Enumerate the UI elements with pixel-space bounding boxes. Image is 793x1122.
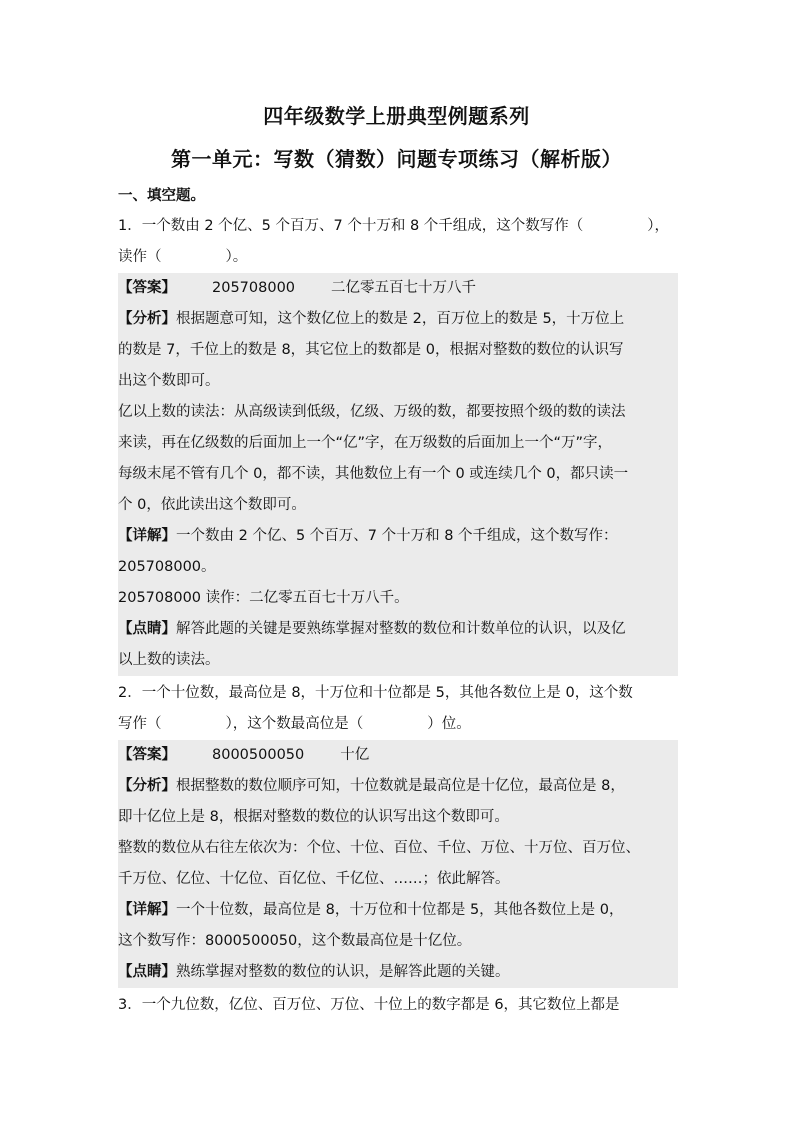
q1-answer-row	[118, 273, 678, 304]
q2-answer-row	[118, 740, 678, 771]
answer-tag: 【答案】	[118, 280, 176, 296]
q1-analysis-line-7: 个 0，依此读出这个数即可。	[118, 490, 678, 521]
q1-text-end: ），	[647, 218, 670, 234]
question-2-line-1: 2．一个十位数，最高位是 8，十万位和十位都是 5，其他各数位上是 0，这个数	[118, 685, 633, 701]
question-1-line-2	[118, 242, 678, 273]
q1-detail-line-3: 205708000 读作：二亿零五百七十万八千。	[118, 583, 678, 614]
q1-point-line-2: 以上数的读法。	[118, 645, 678, 676]
q1-text: 1．一个数由 2 个亿、5 个百万、7 个十万和 8 个千组成，这个数写作（	[118, 218, 584, 234]
analysis-text: 根据题意可知，这个数亿位上的数是 2，百万位上的数是 5，十万位上	[176, 311, 625, 327]
q2-answer-place: 十亿	[340, 747, 370, 763]
q1-analysis-line-2: 的数是 7，千位上的数是 8，其它位上的数都是 0，根据对整数的数位的认识写	[118, 335, 678, 366]
analysis-tag: 【分析】	[118, 311, 176, 327]
q2-analysis-line-2: 即十亿位上是 8，根据对整数的数位的认识写出这个数即可。	[118, 802, 678, 833]
q2-end-text: ）位。	[427, 716, 471, 732]
section-heading: 一、填空题。	[118, 188, 205, 204]
analysis-tag: 【分析】	[118, 778, 176, 794]
point-text: 解答此题的关键是要熟练掌握对整数的数位和计数单位的认识，以及亿	[176, 621, 626, 637]
question-1-line-1	[118, 211, 678, 242]
detail-text: 一个数由 2 个亿、5 个百万、7 个十万和 8 个千组成，这个数写作：	[176, 528, 618, 544]
point-text: 熟练掌握对整数的数位的认识，是解答此题的关键。	[176, 964, 510, 980]
q2-analysis-line-3: 整数的数位从右往左依次为：个位、十位、百位、千位、万位、十万位、百万位、	[118, 833, 678, 864]
q1-answer-reading: 二亿零五百七十万八千	[331, 280, 477, 296]
point-tag: 【点睛】	[118, 964, 176, 980]
answer-tag: 【答案】	[118, 747, 176, 763]
analysis-text: 根据整数的数位顺序可知，十位数就是最高位是十亿位，最高位是 8，	[176, 778, 625, 794]
q2-analysis-line-1	[118, 771, 678, 802]
q1-detail-line-2: 205708000。	[118, 552, 678, 583]
question-3-line-1: 3．一个九位数，亿位、百万位、万位、十位上的数字都是 6，其它数位上都是	[118, 997, 620, 1013]
q1-analysis-line-1	[118, 304, 678, 335]
q1-analysis-line-6: 每级末尾不管有几个 0，都不读，其他数位上有一个 0 或连续几个 0，都只读一	[118, 459, 678, 490]
detail-tag: 【详解】	[118, 528, 176, 544]
q1-detail-line-1	[118, 521, 678, 552]
q2-write-text: 写作（	[118, 716, 162, 732]
detail-text: 一个十位数，最高位是 8，十万位和十位都是 5，其他各数位上是 0，	[176, 902, 624, 918]
document-title: 四年级数学上册典型例题系列	[263, 104, 530, 128]
question-2-line-2	[118, 709, 678, 740]
q2-detail-line-1	[118, 895, 678, 926]
q2-mid-text: ），这个数最高位是（	[225, 716, 364, 732]
q1-read-end: ）。	[225, 249, 248, 265]
q1-read-text: 读作（	[118, 249, 162, 265]
q2-answer-number: 8000500050	[212, 747, 305, 763]
point-tag: 【点睛】	[118, 621, 176, 637]
q1-analysis-line-3: 出这个数即可。	[118, 366, 678, 397]
q1-analysis-line-5: 来读，再在亿级数的后面加上一个“亿”字，在万级数的后面加上一个“万”字，	[118, 428, 678, 459]
document-subtitle: 第一单元：写数（猜数）问题专项练习（解析版）	[171, 147, 622, 171]
q1-point-line-1	[118, 614, 678, 645]
q1-analysis-line-4: 亿以上数的读法：从高级读到低级，亿级、万级的数，都要按照个级的数的读法	[118, 397, 678, 428]
q2-point-line-1	[118, 957, 678, 988]
q1-answer-number: 205708000	[212, 280, 296, 296]
detail-tag: 【详解】	[118, 902, 176, 918]
q2-detail-line-2: 这个数写作：8000500050，这个数最高位是十亿位。	[118, 926, 678, 957]
q2-analysis-line-4: 千万位、亿位、十亿位、百亿位、千亿位、……；依此解答。	[118, 864, 678, 895]
